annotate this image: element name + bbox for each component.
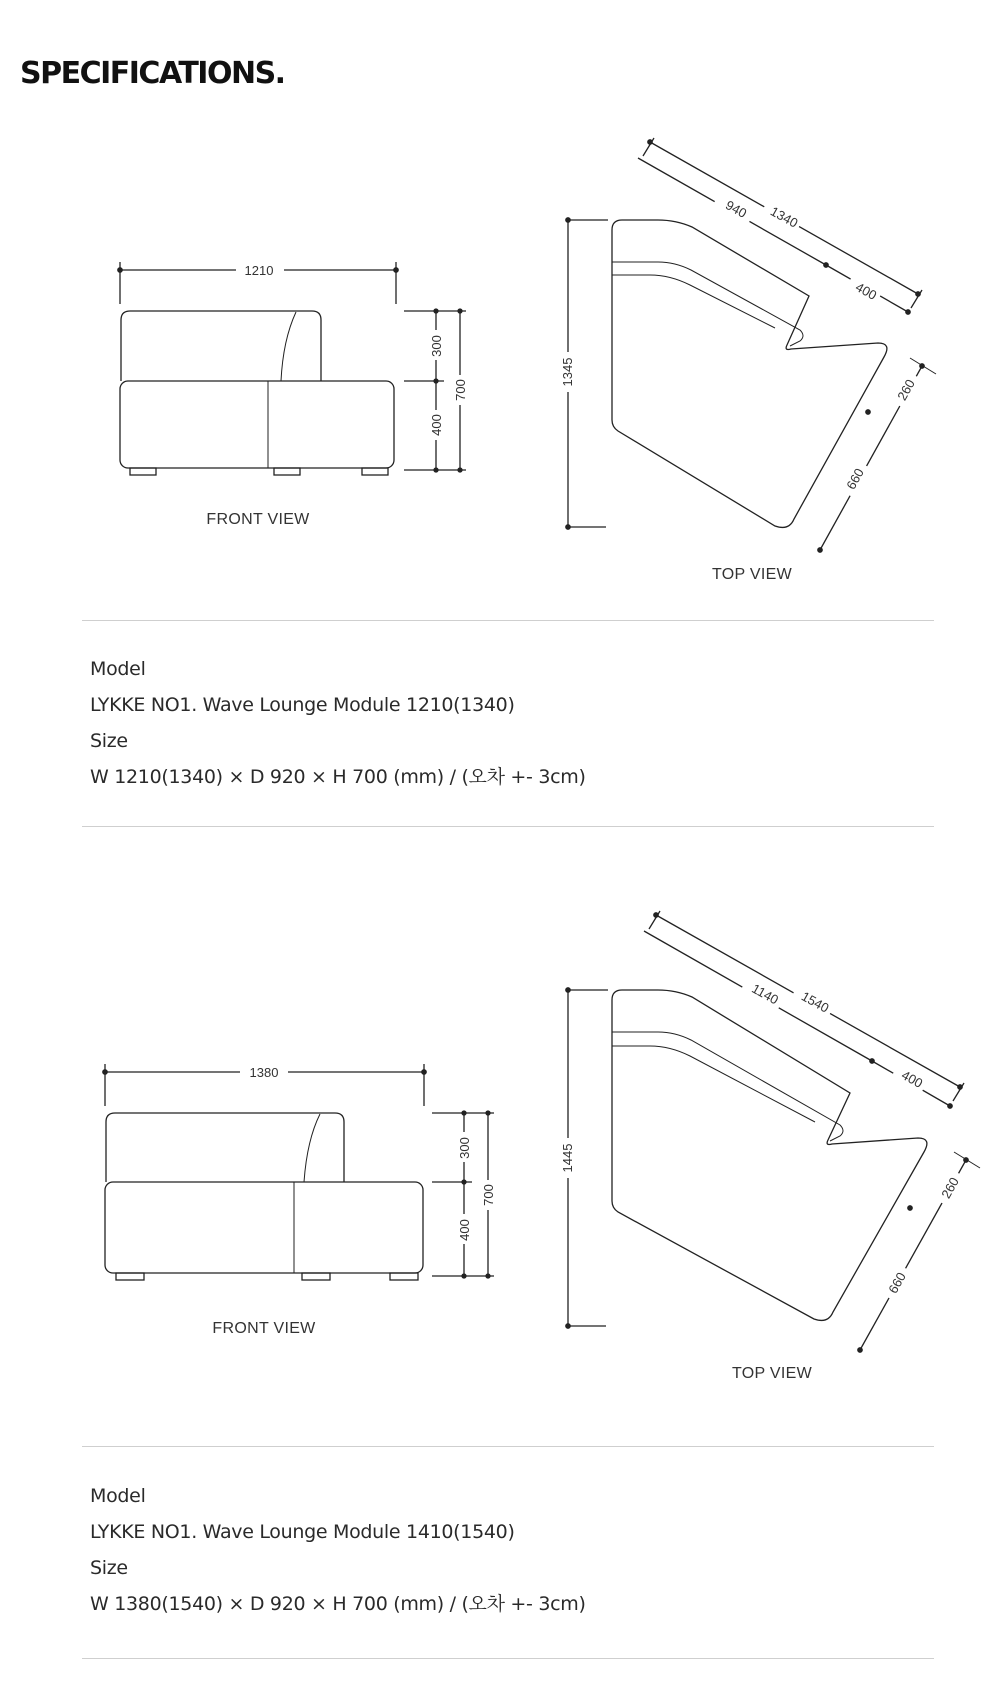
top-depth-label: 1345 [560, 357, 575, 387]
front-seat-height-label: 400 [429, 414, 444, 436]
divider [82, 1658, 934, 1659]
top-outer-label: 1340 [767, 203, 801, 231]
top-inner-label: 940 [723, 197, 750, 221]
size-value: W 1210(1340) × D 920 × H 700 (mm) / (오차 +- 3cm) [90, 766, 586, 788]
top-side-b-label: 660 [843, 465, 867, 492]
divider [82, 620, 934, 621]
front-view-label: FRONT VIEW [206, 511, 310, 528]
model-value: LYKKE NO1. Wave Lounge Module 1210(1340) [90, 694, 515, 716]
size-label: Size [90, 1557, 128, 1579]
front-width-label: 1380 [249, 1065, 279, 1080]
top-side-a-label: 260 [938, 1174, 962, 1201]
model-value: LYKKE NO1. Wave Lounge Module 1410(1540) [90, 1521, 515, 1543]
size-value: W 1380(1540) × D 920 × H 700 (mm) / (오차 +- 3cm) [90, 1593, 586, 1615]
top-view-2 [559, 911, 980, 1352]
size-label: Size [90, 730, 128, 752]
front-back-height-label: 300 [429, 335, 444, 357]
divider [82, 826, 934, 827]
top-outer-label: 1540 [798, 988, 832, 1016]
model-label: Model [90, 658, 146, 680]
front-seat-height-label: 400 [457, 1219, 472, 1241]
top-depth-label: 1445 [560, 1143, 575, 1173]
product-2-drawing [0, 890, 1000, 1400]
page-title: SPECIFICATIONS. [20, 56, 285, 91]
spec-block-1 [90, 651, 586, 795]
top-inner-label: 1140 [749, 980, 782, 1008]
front-view-2 [103, 1062, 497, 1280]
divider [82, 1446, 934, 1447]
front-total-height-label: 700 [481, 1184, 496, 1206]
top-arm-label: 400 [899, 1067, 926, 1091]
front-total-height-label: 700 [453, 379, 468, 401]
front-width-label: 1210 [244, 263, 274, 278]
spec-block-2 [90, 1478, 586, 1622]
front-view-1 [118, 260, 469, 475]
top-arm-label: 400 [853, 279, 880, 303]
top-side-a-label: 260 [894, 376, 918, 403]
top-side-b-label: 660 [885, 1269, 909, 1296]
top-view-label: TOP VIEW [711, 566, 793, 583]
product-1-drawing [0, 120, 1000, 600]
top-view-label: TOP VIEW [731, 1365, 813, 1382]
model-label: Model [90, 1485, 146, 1507]
top-view-1 [559, 138, 936, 552]
front-back-height-label: 300 [457, 1137, 472, 1159]
front-view-label: FRONT VIEW [212, 1320, 316, 1337]
